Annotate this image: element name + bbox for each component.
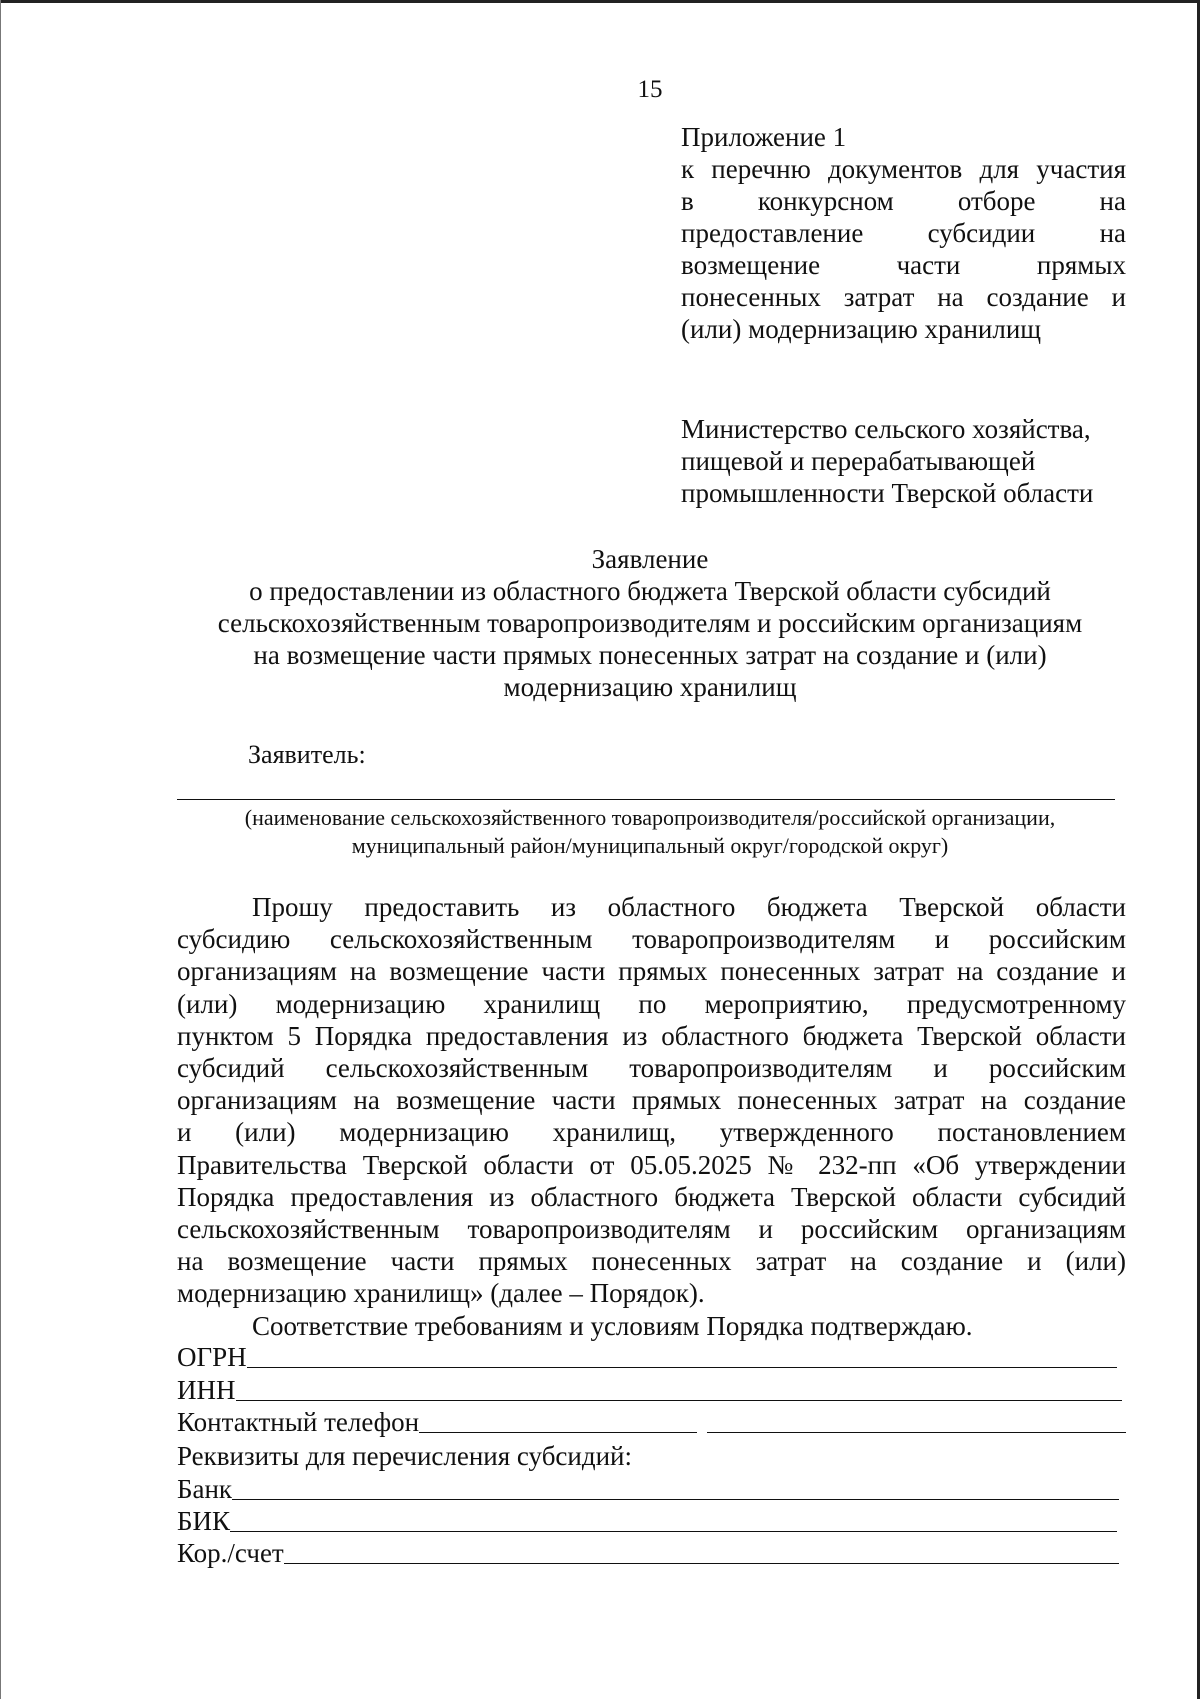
- inn-label: ИНН: [177, 1375, 236, 1405]
- appendix-line: (или) модернизацию хранилищ: [681, 314, 1042, 344]
- confirmation-text: Соответствие требованиям и условиям Порядка подтверждаю.: [252, 1311, 973, 1341]
- inn-field-row: [177, 1374, 1122, 1406]
- appendix-line: возмещение части прямых: [681, 250, 1126, 280]
- ogrn-field[interactable]: [247, 1367, 1117, 1368]
- paragraph-line: и (или) модернизацию хранилищ, утвержденного постановлением: [177, 1117, 1126, 1148]
- phone-label: Контактный телефон: [177, 1407, 420, 1437]
- statement-line: о предоставлении из областного бюджета Тверской области субсидий: [249, 576, 1051, 606]
- paragraph-line: модернизацию хранилищ» (далее – Порядок).: [177, 1278, 705, 1309]
- appendix-line: в конкурсном отборе на: [681, 186, 1126, 216]
- paragraph-line: организациям на возмещение части прямых понесенных затрат на создание и: [177, 956, 1126, 987]
- bank-field-row: [177, 1473, 1119, 1505]
- appendix-block: [681, 121, 1126, 345]
- appendix-line: понесенных затрат на создание и: [681, 282, 1126, 312]
- statement-title: [150, 543, 1150, 703]
- phone-field-row: [177, 1406, 1126, 1438]
- appendix-title: Приложение 1: [681, 122, 847, 152]
- account-field[interactable]: [284, 1563, 1119, 1564]
- bik-field-row: [177, 1505, 1117, 1537]
- page-number: 15: [637, 76, 663, 103]
- statement-line: сельскохозяйственным товаропроизводителям и российским организациям: [217, 608, 1083, 638]
- hint-line: муниципальный район/муниципальный округ/городской округ): [351, 833, 949, 858]
- request-paragraph: [177, 891, 1126, 1310]
- hint-line: (наименование сельскохозяйственного товаропроизводителя/российской организации,: [244, 805, 1056, 830]
- paragraph-line: (или) модернизацию хранилищ по мероприятию, предусмотренному: [177, 988, 1126, 1019]
- paragraph-line: Правительства Тверской области от 05.05.2025 № 232-пп «Об утверждении: [177, 1149, 1126, 1180]
- bank-field[interactable]: [232, 1499, 1119, 1500]
- scan-border-left: [0, 0, 1, 1699]
- addressee-line: промышленности Тверской области: [681, 478, 1094, 508]
- addressee-line: пищевой и перерабатывающей: [681, 446, 1036, 476]
- paragraph-line: сельскохозяйственным товаропроизводителям и российским организациям: [177, 1214, 1126, 1245]
- statement-line: на возмещение части прямых понесенных затрат на создание и (или): [253, 640, 1047, 670]
- requisites-heading: Реквизиты для перечисления субсидий:: [177, 1441, 633, 1471]
- inn-field[interactable]: [236, 1400, 1123, 1401]
- paragraph-line: пунктом 5 Порядка предоставления из областного бюджета Тверской области: [177, 1020, 1126, 1051]
- bank-label: Банк: [177, 1474, 233, 1504]
- ogrn-field-row: [177, 1341, 1117, 1373]
- account-field-row: [177, 1537, 1119, 1569]
- paragraph-line: Прошу предоставить из областного бюджета Тверской области: [252, 892, 1126, 922]
- paragraph-line: на возмещение части прямых понесенных затрат на создание и (или): [177, 1246, 1126, 1277]
- applicant-name-field[interactable]: [177, 799, 1115, 800]
- addressee-block: [681, 413, 1126, 509]
- applicant-hint: [150, 804, 1150, 860]
- paragraph-line: организациям на возмещение части прямых понесенных затрат на создание: [177, 1085, 1126, 1116]
- addressee-line: Министерство сельского хозяйства,: [681, 414, 1091, 444]
- statement-line: модернизацию хранилищ: [503, 672, 797, 702]
- appendix-line: предоставление субсидии на: [681, 218, 1126, 248]
- applicant-label: Заявитель:: [248, 740, 366, 769]
- paragraph-line: субсидию сельскохозяйственным товаропроизводителям и российским: [177, 924, 1126, 955]
- account-label: Кор./счет: [177, 1538, 284, 1568]
- bik-label: БИК: [177, 1506, 231, 1536]
- paragraph-line: субсидий сельскохозяйственным товаропроизводителям и российским: [177, 1053, 1126, 1084]
- scan-border-top: [0, 0, 1200, 3]
- phone-field[interactable]: [419, 1432, 697, 1433]
- appendix-line: к перечню документов для участия: [681, 154, 1126, 184]
- ogrn-label: ОГРН: [177, 1342, 247, 1372]
- paragraph-line: Порядка предоставления из областного бюджета Тверской области субсидий: [177, 1181, 1126, 1212]
- phone-field-secondary[interactable]: [707, 1432, 1126, 1433]
- statement-heading: Заявление: [591, 544, 709, 574]
- bik-field[interactable]: [230, 1531, 1117, 1532]
